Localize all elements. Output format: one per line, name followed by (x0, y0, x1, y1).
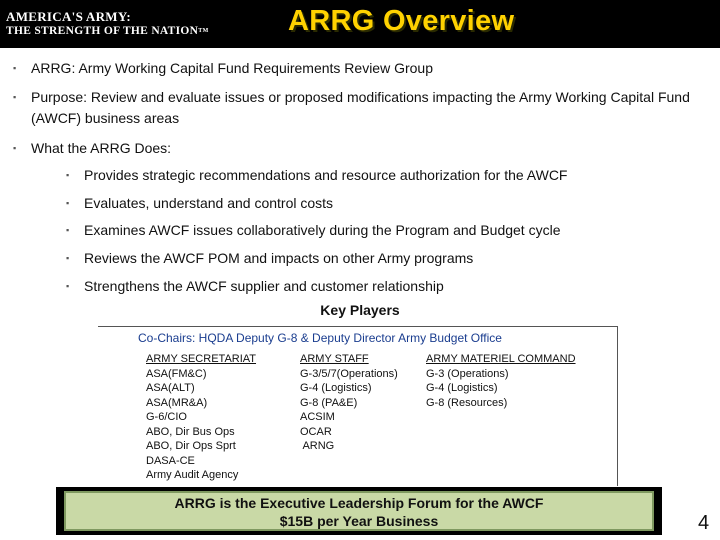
sub-bullet-item (66, 276, 704, 296)
list-item: G-3 (Operations) (426, 367, 509, 380)
list-item: ABO, Dir Bus Ops (146, 425, 235, 438)
bullet-marker: ▪ (13, 143, 17, 153)
bullet-text: Purpose: Review and evaluate issues or proposed modifications impacting the Army Working Capital Fund (AWCF) business areas (31, 89, 690, 126)
list-item: ACSIM (300, 411, 335, 423)
list-item: OCAR (300, 425, 332, 438)
sub-bullet-text: Examines AWCF issues collaboratively during the Program and Budget cycle (84, 222, 561, 238)
bullet-marker: ▪ (13, 63, 17, 73)
banner-line1: ARRG is the Executive Leadership Forum for the AWCF (174, 495, 544, 511)
list-item: G-4 (Logistics) (426, 382, 498, 394)
banner-line2: $15B per Year Business (279, 513, 439, 529)
logo-line1: AMERICA'S ARMY: (6, 9, 131, 24)
key-players-heading: Key Players (320, 302, 400, 318)
sub-bullet-text: Evaluates, understand and control costs (84, 195, 334, 211)
bullet-text: What the ARRG Does: (31, 140, 172, 156)
list-item: G-3/5/7(Operations) (300, 367, 398, 380)
logo-line2: THE STRENGTH OF THE NATION™ (6, 25, 209, 37)
trademark: TM (198, 28, 209, 34)
summary-banner (56, 487, 662, 535)
list-item: ABO, Dir Ops Sprt (146, 440, 236, 452)
sub-bullet-item (66, 220, 704, 240)
list-item: G-8 (Resources) (426, 396, 508, 409)
list-item: ASA(ALT) (146, 382, 195, 394)
column-header: ARMY SECRETARIAT (146, 353, 257, 365)
bullet-marker: ▪ (66, 253, 70, 263)
list-item: ASA(MR&A) (146, 396, 208, 409)
army-logo (6, 10, 209, 38)
bullet-item (13, 138, 701, 159)
bullet-marker: ▪ (66, 170, 70, 180)
sub-bullet-text: Provides strategic recommendations and resource authorization for the AWCF (84, 167, 568, 183)
list-item: ASA(FM&C) (146, 367, 207, 380)
army-staff-column (300, 352, 398, 454)
list-item: G-4 (Logistics) (300, 382, 372, 394)
list-item: G-8 (PA&E) (300, 396, 358, 409)
bullet-marker: ▪ (66, 225, 70, 235)
column-header: ARMY MATERIEL COMMAND (426, 353, 576, 365)
bullet-text: ARRG: Army Working Capital Fund Requirements Review Group (31, 60, 434, 76)
sub-bullet-item (66, 165, 704, 185)
sub-bullet-item (66, 248, 704, 268)
cochairs-line: Co-Chairs: HQDA Deputy G-8 & Deputy Director Army Budget Office (138, 331, 502, 345)
bullet-item (13, 87, 703, 129)
list-item: ARNG (300, 440, 335, 452)
sub-bullet-text: Strengthens the AWCF supplier and customer relationship (84, 278, 444, 294)
page-title: ARRG Overview (288, 5, 515, 37)
army-materiel-command-column (426, 352, 576, 410)
bullet-marker: ▪ (66, 281, 70, 291)
sub-bullet-item (66, 193, 704, 213)
list-item: Army Audit Agency (146, 469, 239, 481)
list-item: DASA-CE (146, 454, 195, 467)
header-bar (0, 0, 720, 48)
page-number: 4 (698, 512, 710, 534)
summary-banner-panel (64, 491, 654, 531)
list-item: G-6/CIO (146, 411, 187, 423)
sub-bullet-text: Reviews the AWCF POM and impacts on other Army programs (84, 250, 474, 266)
bullet-marker: ▪ (66, 198, 70, 208)
column-header: ARMY STAFF (300, 353, 369, 365)
bullet-marker: ▪ (13, 92, 17, 102)
army-secretariat-column (146, 352, 256, 483)
bullet-item (13, 58, 701, 79)
